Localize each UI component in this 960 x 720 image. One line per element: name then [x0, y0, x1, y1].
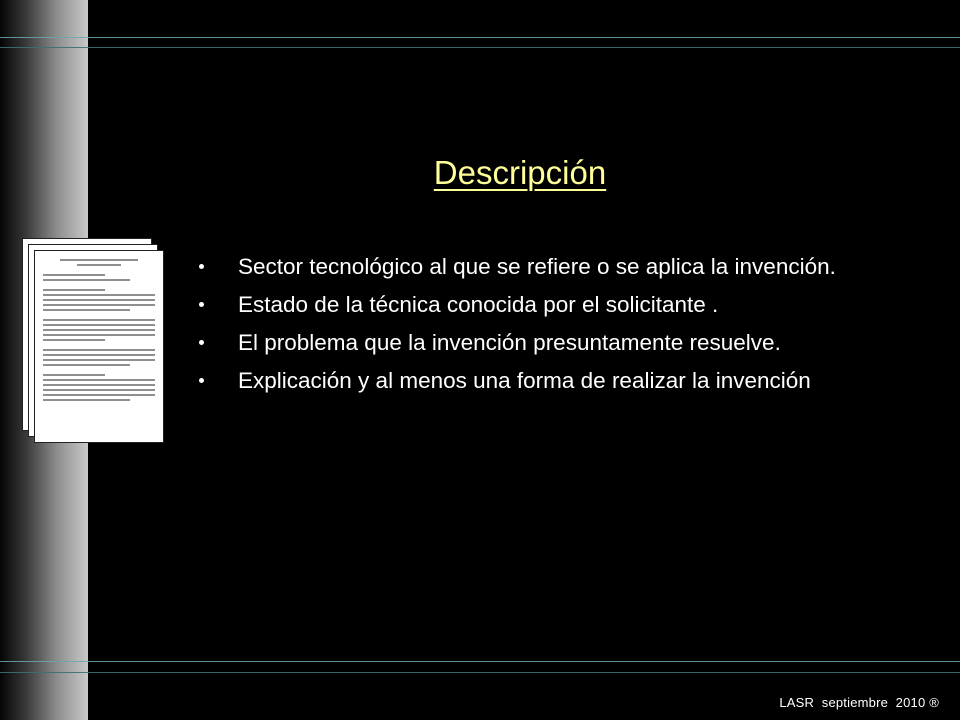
- bullet-text: El problema que la invención presuntamente resuelve.: [238, 330, 781, 355]
- bullet-item: [192, 366, 930, 395]
- slide-title: Descripción: [433, 154, 607, 191]
- document-page-front: [34, 250, 164, 443]
- bullet-dot-icon: [199, 264, 204, 269]
- top-divider-line: [0, 37, 960, 38]
- bullet-item: [192, 290, 930, 319]
- document-stack-image: [22, 238, 168, 453]
- footer-text: LASR septiembre 2010 ®: [779, 695, 939, 710]
- bottom-divider-line: [0, 661, 960, 662]
- bullet-dot-icon: [199, 340, 204, 345]
- bullet-dot-icon: [199, 302, 204, 307]
- bullet-item: [192, 252, 930, 281]
- bullet-list: [192, 252, 930, 404]
- bullet-text: Explicación y al menos una forma de realizar la invención: [238, 368, 811, 393]
- bottom-divider-line-secondary: [0, 672, 960, 673]
- top-divider-line-secondary: [0, 47, 960, 48]
- bullet-text: Sector tecnológico al que se refiere o se aplica la invención.: [238, 254, 836, 279]
- bullet-text: Estado de la técnica conocida por el solicitante .: [238, 292, 719, 317]
- bullet-dot-icon: [199, 378, 204, 383]
- bullet-item: [192, 328, 930, 357]
